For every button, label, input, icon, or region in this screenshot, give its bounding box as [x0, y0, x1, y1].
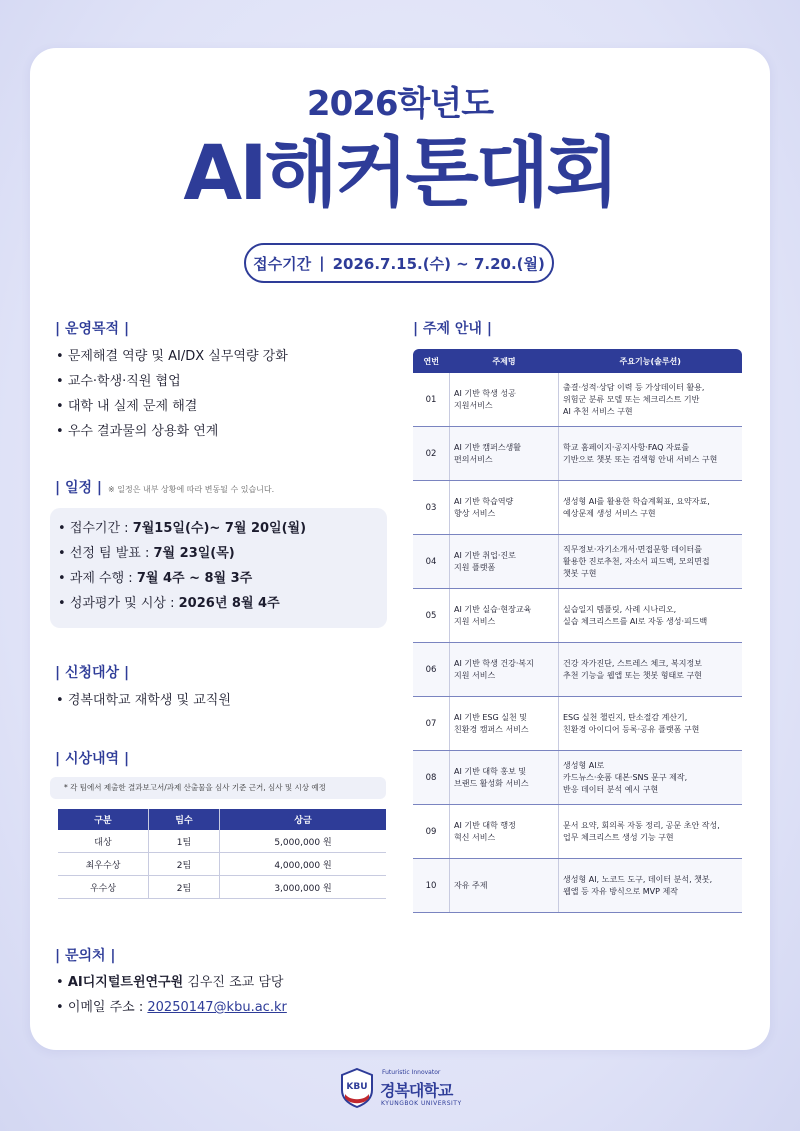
- topic-number: 04: [413, 535, 450, 589]
- column-header: 주요기능(솔루션): [559, 349, 743, 373]
- topics-table: [413, 349, 742, 913]
- list-item: • 우수 결과물의 상용화 연계: [56, 419, 288, 444]
- topic-description: 생성형 AI, 노코드 도구, 데이터 분석, 챗봇, 웹앱 등 자유 방식으로 MVP 제작: [559, 859, 743, 913]
- table-cell: 우수상: [58, 876, 149, 899]
- topic-number: 09: [413, 805, 450, 859]
- table-cell: 2팀: [149, 876, 220, 899]
- table-row: [413, 427, 742, 481]
- column-header: 구분: [58, 809, 149, 830]
- table-row: [413, 805, 742, 859]
- awards-title: | 시상내역 |: [55, 751, 130, 767]
- column-header: 팀수: [149, 809, 220, 830]
- table-row: [413, 373, 742, 427]
- topic-description: 실습일지 템플릿, 사례 시나리오, 실습 체크리스트를 AI로 자동 생성·피드백: [559, 589, 743, 643]
- table-row: [58, 830, 386, 853]
- table-row: [413, 643, 742, 697]
- topic-name: 자유 주제: [450, 859, 559, 913]
- table-row: [413, 751, 742, 805]
- topic-name: AI 기반 대학 홍보 및 브랜드 활성화 서비스: [450, 751, 559, 805]
- list-item: [58, 541, 306, 566]
- schedule-title: [55, 477, 274, 497]
- email-label: 이메일 주소 :: [67, 1000, 148, 1015]
- topic-description: 건강 자가진단, 스트레스 체크, 복지정보 추천 기능을 웹앱 또는 챗봇 형태로 구현: [559, 643, 743, 697]
- list-item: [56, 970, 287, 995]
- table-header-row: [58, 809, 386, 830]
- email-link[interactable]: 20250147@kbu.ac.kr: [147, 1000, 287, 1015]
- list-item: [56, 995, 287, 1020]
- schedule-label: 과제 수행 :: [69, 571, 137, 586]
- awards-note: * 각 팀에서 제출한 결과보고서/과제 산출물을 심사 기준 근거, 심사 및 시상 예정: [50, 777, 386, 799]
- logo-english-name: KYUNGBOK UNIVERSITY: [381, 1100, 462, 1107]
- topic-number: 10: [413, 859, 450, 913]
- target-title: | 신청대상 |: [55, 665, 130, 681]
- list-item: • 문제해결 역량 및 AI/DX 실무역량 강화: [56, 344, 288, 369]
- topic-name: AI 기반 학생 성공 지원서비스: [450, 373, 559, 427]
- university-emblem-icon: [340, 1068, 374, 1108]
- table-row: [58, 876, 386, 899]
- main-title: AI해커톤대회: [183, 128, 617, 217]
- university-logo: [338, 1062, 468, 1118]
- topic-number: 08: [413, 751, 450, 805]
- topic-name: AI 기반 학생 건강·복지 지원 서비스: [450, 643, 559, 697]
- topic-name: AI 기반 실습·현장교육 지원 서비스: [450, 589, 559, 643]
- topic-number: 06: [413, 643, 450, 697]
- topic-number: 07: [413, 697, 450, 751]
- topic-description: 학교 홈페이지·공지사항·FAQ 자료를 기반으로 챗봇 또는 검색형 안내 서비스 구현: [559, 427, 743, 481]
- schedule-title-text: | 일정 |: [55, 480, 103, 496]
- period-label: 접수기간: [253, 254, 312, 273]
- table-row: [413, 481, 742, 535]
- schedule-value: 7월15일(수)~ 7월 20일(월): [132, 521, 307, 536]
- table-row: [413, 589, 742, 643]
- emblem-text: KBU: [346, 1082, 368, 1092]
- schedule-note: ※ 일정은 내부 상황에 따라 변동될 수 있습니다.: [108, 485, 275, 494]
- table-row: [413, 697, 742, 751]
- topic-number: 01: [413, 373, 450, 427]
- schedule-value: 7월 4주 ~ 8월 3주: [136, 571, 253, 586]
- table-cell: 최우수상: [58, 853, 149, 876]
- topic-description: 생성형 AI를 활용한 학습계획표, 요약자료, 예상문제 생성 서비스 구현: [559, 481, 743, 535]
- topic-number: 02: [413, 427, 450, 481]
- period-value: 2026.7.15.(수) ~ 7.20.(월): [332, 254, 545, 273]
- column-header: 주제명: [450, 349, 559, 373]
- list-item: • 교수·학생·직원 협업: [56, 369, 288, 394]
- table-header-row: [413, 349, 742, 373]
- logo-tagline: Futuristic Innovator: [382, 1069, 441, 1076]
- awards-table: [58, 809, 386, 899]
- table-row: [413, 535, 742, 589]
- application-period-pill: [244, 243, 554, 283]
- contact-title: | 문의처 |: [55, 948, 116, 964]
- topic-name: AI 기반 ESG 실천 및 친환경 캠퍼스 서비스: [450, 697, 559, 751]
- schedule-label: 성과평가 및 시상 :: [69, 596, 179, 611]
- topic-number: 05: [413, 589, 450, 643]
- list-item: • 경복대학교 재학생 및 교직원: [56, 688, 231, 713]
- contact-org: AI디지털트윈연구원: [67, 975, 184, 990]
- list-item: • 대학 내 실제 문제 해결: [56, 394, 288, 419]
- table-cell: 1팀: [149, 830, 220, 853]
- topic-description: 생성형 AI로 카드뉴스·숏폼 대본·SNS 문구 제작, 반응 데이터 분석 예시 구현: [559, 751, 743, 805]
- topics-title: | 주제 안내 |: [413, 321, 492, 337]
- period-separator: |: [319, 254, 325, 272]
- table-cell: 5,000,000 원: [220, 830, 387, 853]
- topic-description: 출결·성적·상담 이력 등 가상데이터 활용, 위험군 분류 모델 또는 체크리스트 기반 AI 추천 서비스 구현: [559, 373, 743, 427]
- column-header: 연번: [413, 349, 450, 373]
- list-item: [58, 591, 306, 616]
- logo-name: 경복대학교: [380, 1081, 453, 1100]
- table-cell: 대상: [58, 830, 149, 853]
- schedule-label: 선정 팀 발표 :: [69, 546, 154, 561]
- purpose-list: [56, 344, 288, 444]
- list-item: [58, 566, 306, 591]
- topic-description: 문서 요약, 회의록 자동 정리, 공문 초안 작성, 업무 체크리스트 생성 기능 구현: [559, 805, 743, 859]
- schedule-box: [50, 508, 387, 628]
- purpose-title: | 운영목적 |: [55, 321, 130, 337]
- schedule-list: [58, 516, 306, 616]
- topic-name: AI 기반 캠퍼스생활 편의서비스: [450, 427, 559, 481]
- list-item: [58, 516, 306, 541]
- table-row: [58, 853, 386, 876]
- contact-person: 김우진 조교 담당: [183, 975, 284, 990]
- schedule-value: 2026년 8월 4주: [178, 596, 280, 611]
- year-title: 2026학년도: [306, 84, 494, 124]
- topic-description: 직무정보·자기소개서·면접문항 데이터를 활용한 진로추천, 자소서 피드백, 모의면접 챗봇 구현: [559, 535, 743, 589]
- topic-name: AI 기반 취업·진로 지원 플랫폼: [450, 535, 559, 589]
- topic-description: ESG 실천 챌린지, 탄소절감 계산기, 친환경 아이디어 등록·공유 플랫폼 구현: [559, 697, 743, 751]
- table-cell: 3,000,000 원: [220, 876, 387, 899]
- column-header: 상금: [220, 809, 387, 830]
- contact-list: [56, 970, 287, 1020]
- schedule-label: 접수기간 :: [69, 521, 133, 536]
- topic-name: AI 기반 대학 행정 혁신 서비스: [450, 805, 559, 859]
- topic-number: 03: [413, 481, 450, 535]
- table-row: [413, 859, 742, 913]
- table-cell: 2팀: [149, 853, 220, 876]
- schedule-value: 7월 23일(목): [153, 546, 235, 561]
- target-list: [56, 688, 231, 713]
- table-cell: 4,000,000 원: [220, 853, 387, 876]
- topic-name: AI 기반 학습역량 향상 서비스: [450, 481, 559, 535]
